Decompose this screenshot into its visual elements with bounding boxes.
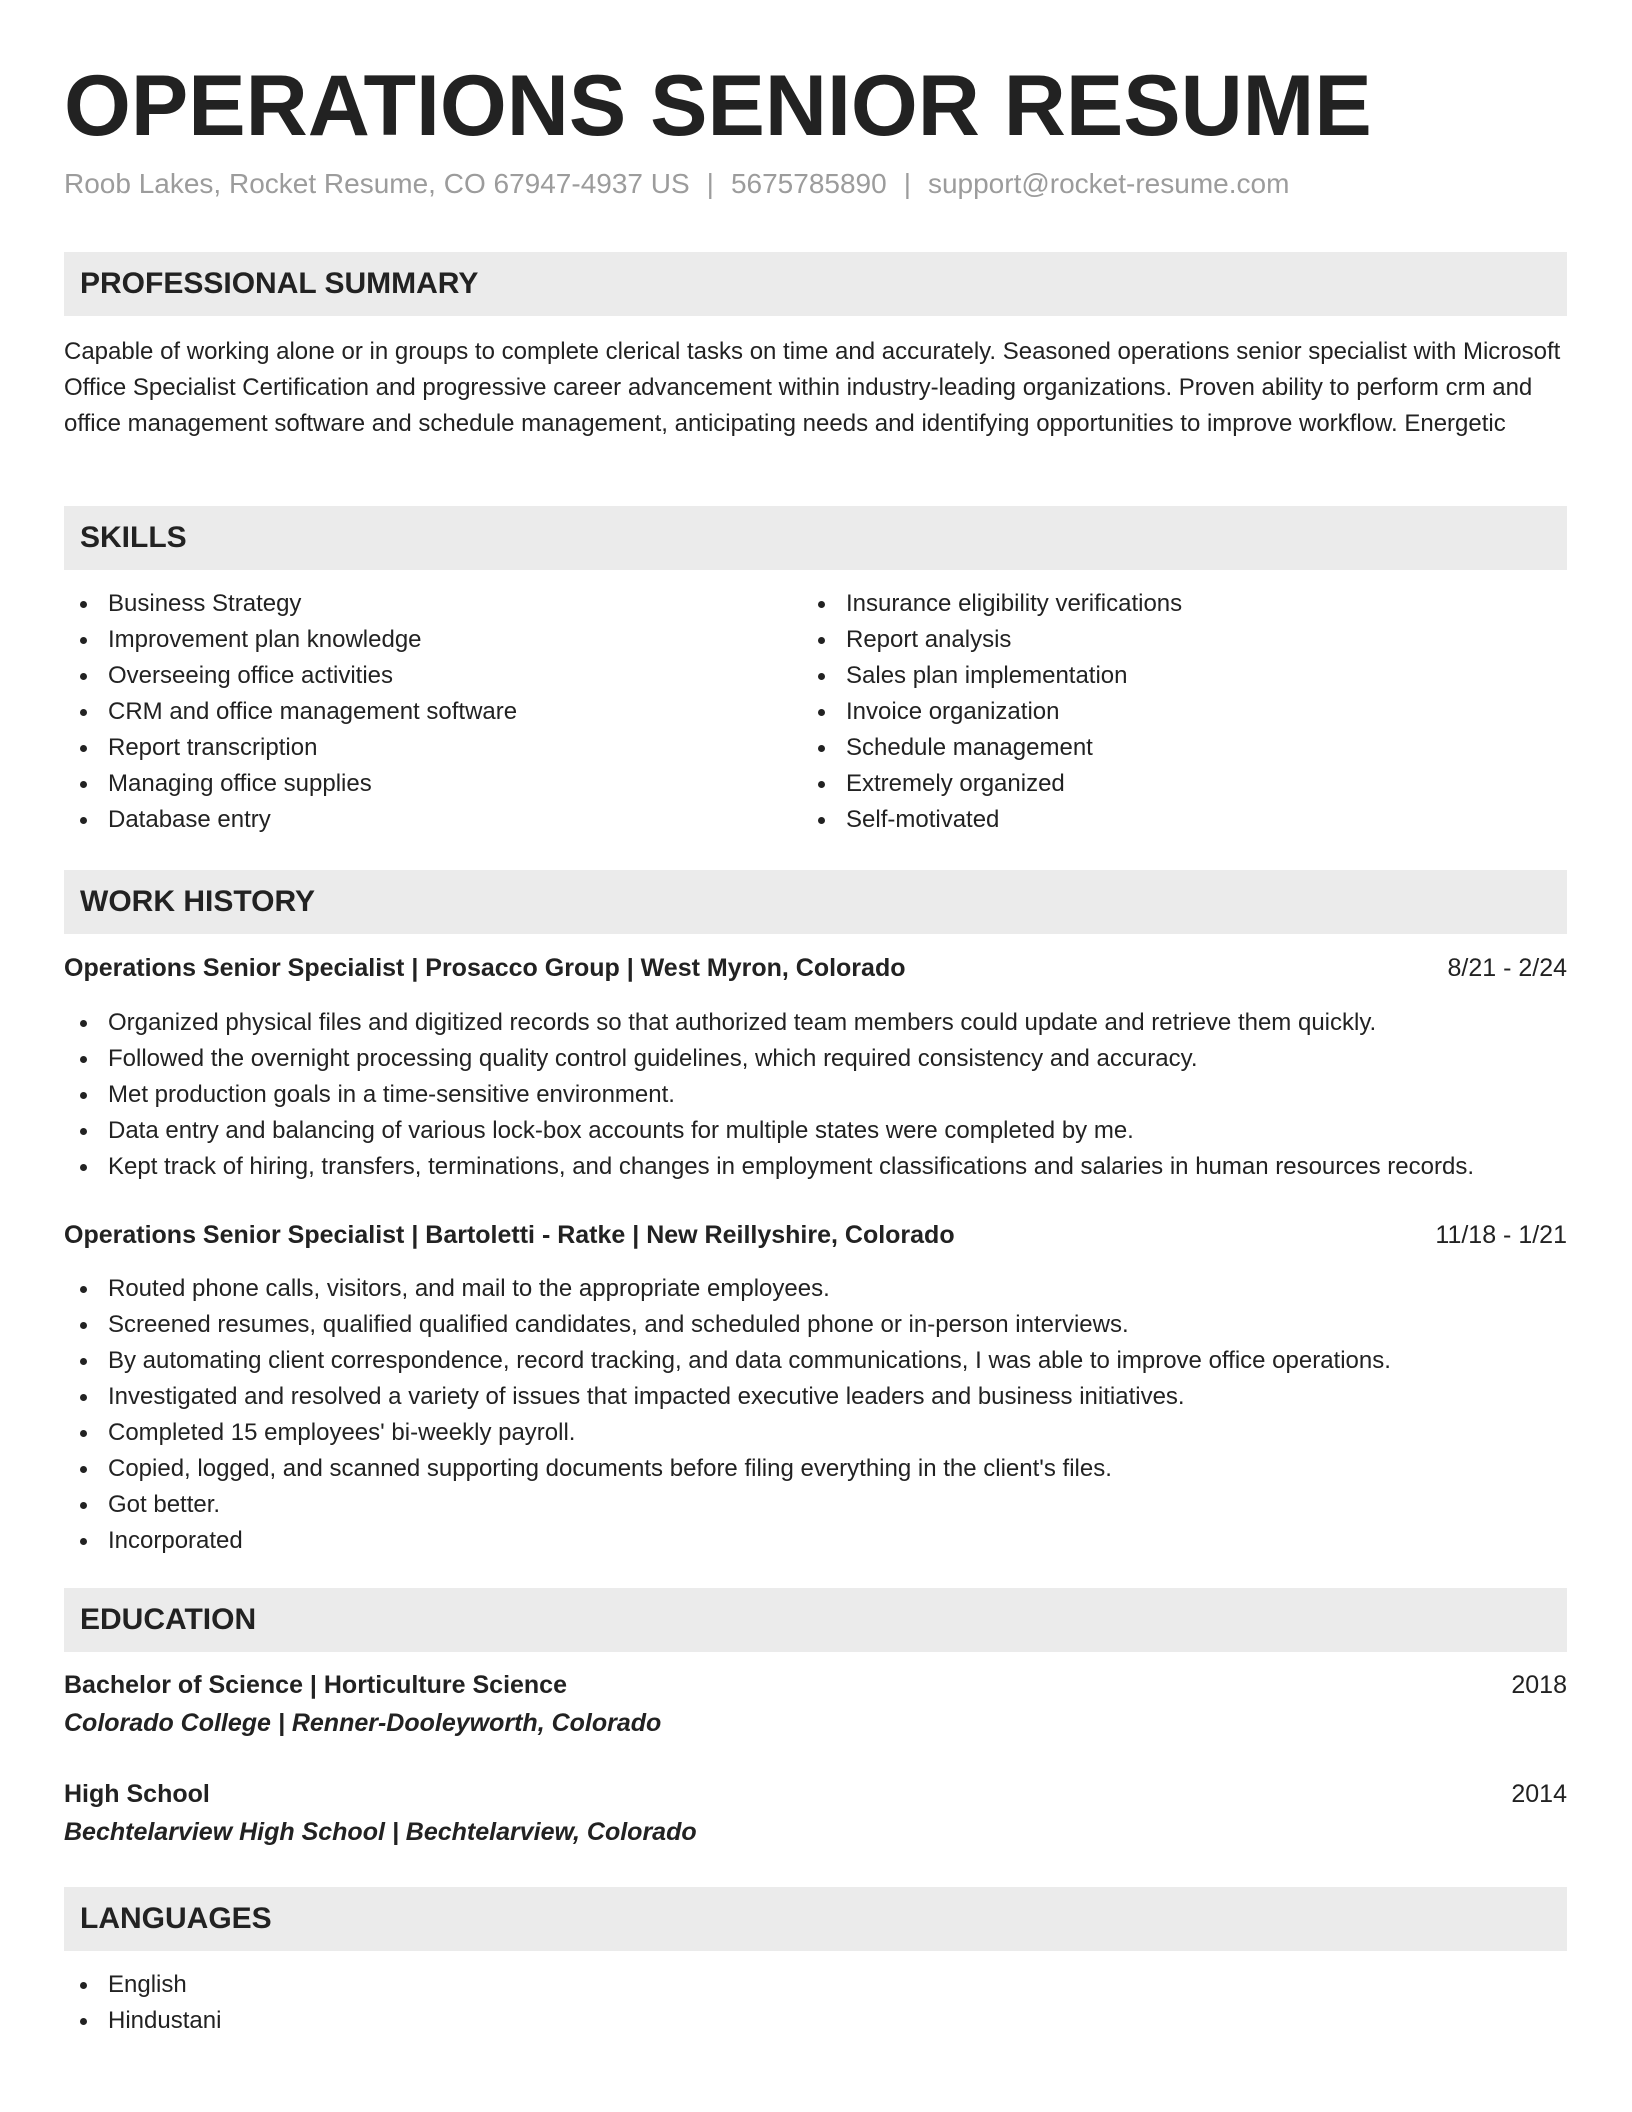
section-header-education bbox=[64, 1588, 1567, 1652]
education-school: Bechtelarview High School | Bechtelarview, Colorado bbox=[64, 1818, 697, 1846]
section-header-skills bbox=[64, 506, 1567, 570]
skills-list-right bbox=[802, 586, 1182, 838]
section-title: EDUCATION bbox=[80, 1603, 257, 1636]
job-bullet: Copied, logged, and scanned supporting documents before filing everything in the client's files. bbox=[64, 1451, 1391, 1487]
section-header-languages bbox=[64, 1887, 1567, 1951]
skill-item: Overseeing office activities bbox=[64, 658, 517, 694]
education-school: Colorado College | Renner-Dooleyworth, Colorado bbox=[64, 1709, 662, 1737]
skill-item: Business Strategy bbox=[64, 586, 517, 622]
skill-item: Report analysis bbox=[802, 622, 1182, 658]
job-title: Operations Senior Specialist | Bartoletti - Ratke | New Reillyshire, Colorado bbox=[64, 1221, 955, 1249]
job-bullet: Data entry and balancing of various lock-box accounts for multiple states were completed by me. bbox=[64, 1113, 1474, 1149]
skill-item: Self-motivated bbox=[802, 802, 1182, 838]
skill-item: Schedule management bbox=[802, 730, 1182, 766]
job-bullet: By automating client correspondence, record tracking, and data communications, I was able to improve office operations. bbox=[64, 1343, 1391, 1379]
language-item: Hindustani bbox=[64, 2003, 221, 2039]
job-bullet: Got better. bbox=[64, 1487, 1391, 1523]
skill-item: CRM and office management software bbox=[64, 694, 517, 730]
job-bullets bbox=[64, 1271, 1391, 1559]
contact-separator: | bbox=[706, 168, 714, 199]
education-year: 2014 bbox=[1511, 1780, 1567, 1808]
job-bullet: Met production goals in a time-sensitive environment. bbox=[64, 1077, 1474, 1113]
contact-address: Roob Lakes, Rocket Resume, CO 67947-4937 US bbox=[64, 168, 690, 199]
job-bullet: Investigated and resolved a variety of issues that impacted executive leaders and business initiatives. bbox=[64, 1379, 1391, 1415]
skill-item: Database entry bbox=[64, 802, 517, 838]
education-degree: High School bbox=[64, 1780, 210, 1808]
job-bullet: Organized physical files and digitized records so that authorized team members could update and retrieve them quickly. bbox=[64, 1005, 1474, 1041]
job-header bbox=[64, 950, 1567, 986]
job-bullet: Completed 15 employees' bi-weekly payroll. bbox=[64, 1415, 1391, 1451]
skill-item: Managing office supplies bbox=[64, 766, 517, 802]
languages-list bbox=[64, 1967, 221, 2039]
section-title: WORK HISTORY bbox=[80, 885, 316, 918]
job-dates: 8/21 - 2/24 bbox=[1447, 954, 1567, 982]
section-header-work-history bbox=[64, 870, 1567, 934]
skill-item: Insurance eligibility verifications bbox=[802, 586, 1182, 622]
section-title: LANGUAGES bbox=[80, 1902, 272, 1935]
education-degree: Bachelor of Science | Horticulture Science bbox=[64, 1671, 567, 1699]
job-bullet: Routed phone calls, visitors, and mail to the appropriate employees. bbox=[64, 1271, 1391, 1307]
contact-phone: 5675785890 bbox=[730, 168, 887, 199]
job-dates: 11/18 - 1/21 bbox=[1435, 1221, 1567, 1249]
contact-line bbox=[64, 166, 1289, 202]
education-year: 2018 bbox=[1511, 1671, 1567, 1699]
job-bullet: Kept track of hiring, transfers, terminations, and changes in employment classifications and salaries in human resources records. bbox=[64, 1149, 1474, 1185]
job-header bbox=[64, 1217, 1567, 1253]
skill-item: Extremely organized bbox=[802, 766, 1182, 802]
contact-separator: | bbox=[903, 168, 911, 199]
job-bullet: Incorporated bbox=[64, 1523, 1391, 1559]
section-header-summary bbox=[64, 252, 1567, 316]
job-title: Operations Senior Specialist | Prosacco Group | West Myron, Colorado bbox=[64, 954, 906, 982]
job-bullet: Screened resumes, qualified qualified candidates, and scheduled phone or in-person interviews. bbox=[64, 1307, 1391, 1343]
resume-title: OPERATIONS SENIOR RESUME bbox=[64, 58, 1372, 154]
education-header bbox=[64, 1667, 1567, 1703]
language-item: English bbox=[64, 1967, 221, 2003]
skills-list-left bbox=[64, 586, 517, 838]
job-bullets bbox=[64, 1005, 1474, 1185]
education-header bbox=[64, 1776, 1567, 1812]
section-title: SKILLS bbox=[80, 521, 187, 554]
skill-item: Report transcription bbox=[64, 730, 517, 766]
job-bullet: Followed the overnight processing quality control guidelines, which required consistency and accuracy. bbox=[64, 1041, 1474, 1077]
summary-text: Capable of working alone or in groups to complete clerical tasks on time and accurately. Seasoned operations senior specialist with Microsoft Office Specialist Certification and progressive career advancement within industry-leading organizations. Proven ability to perform crm and office management software and schedule management, anticipating needs and identifying opportunities to improve workflow. Energetic bbox=[64, 338, 1561, 437]
contact-email: support@rocket-resume.com bbox=[927, 168, 1290, 199]
skill-item: Sales plan implementation bbox=[802, 658, 1182, 694]
section-title: PROFESSIONAL SUMMARY bbox=[80, 267, 479, 300]
skill-item: Invoice organization bbox=[802, 694, 1182, 730]
skill-item: Improvement plan knowledge bbox=[64, 622, 517, 658]
